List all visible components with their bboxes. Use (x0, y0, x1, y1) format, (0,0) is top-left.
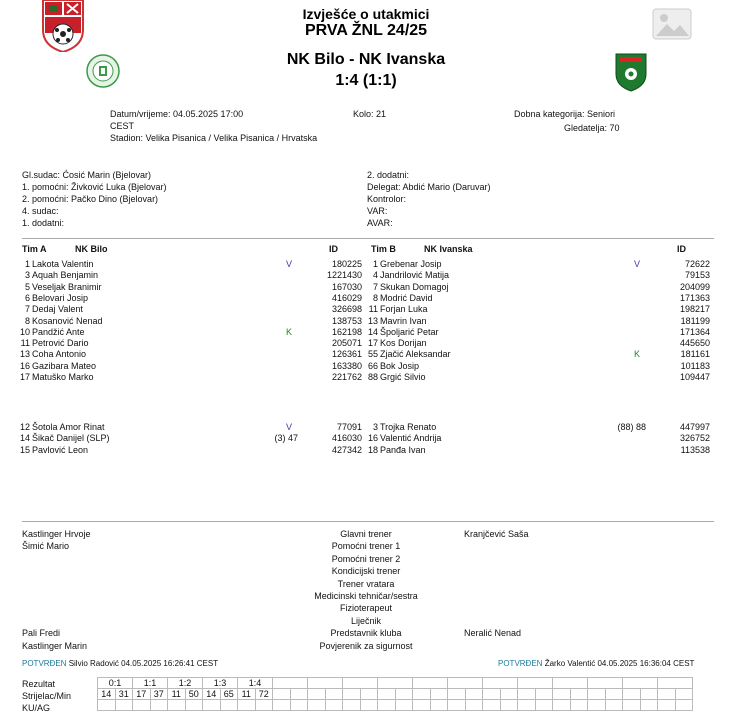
player-id: 416030 (331, 433, 362, 444)
player-name: Grebenar Josip (380, 259, 442, 269)
player-name: Špoljarić Petar (380, 326, 439, 337)
result-cell (413, 678, 448, 689)
result-cell (273, 678, 308, 689)
staff-home: Pali Fredi (22, 628, 61, 639)
scorer-cell (658, 689, 676, 700)
player-name: Pandžić Ante (32, 326, 85, 337)
player-name: Zjačić Aleksandar (380, 349, 451, 360)
player-name: Grgić Silvio (380, 372, 426, 382)
divider (22, 521, 714, 522)
match-score: 1:4 (1:1) (335, 72, 397, 89)
staff-home: Kastlinger Marin (22, 640, 88, 651)
player-id: 326752 (679, 433, 710, 444)
player-name: Šikač Danijel (SLP) (32, 433, 110, 444)
player-number: 8 (24, 315, 30, 326)
ku-ag-cell (553, 700, 571, 711)
age-category: Dobna kategorija: Seniori (514, 109, 616, 119)
player-id: 221762 (331, 372, 362, 382)
team-a-id-header: ID (329, 244, 338, 254)
staff-role: Pomoćni trener 1 (331, 541, 401, 552)
player-mark: K (634, 349, 641, 360)
scorer-cell (465, 689, 483, 700)
player-id: 181161 (680, 349, 710, 360)
match-timezone: CEST (110, 121, 135, 131)
player-name: Trojka Renato (380, 422, 437, 432)
result-cell: 1:4 (238, 678, 273, 689)
ku-ag-cell (535, 700, 553, 711)
player-id: 445650 (679, 338, 710, 349)
player-number: 5 (24, 281, 30, 292)
player-number: 1 (372, 259, 378, 269)
player-id: 427342 (331, 444, 362, 455)
player-id: 171364 (679, 326, 710, 337)
player-number: 88 (367, 372, 378, 382)
result-cell (518, 678, 553, 689)
player-name: Coha Antonio (32, 349, 87, 360)
player-number: 11 (368, 304, 378, 315)
player-number: 7 (24, 304, 30, 315)
official-entry: 1. pomoćni: Živković Luka (Bjelovar) (22, 182, 167, 192)
ku-ag-cell (430, 700, 448, 711)
scorer-cell (605, 689, 623, 700)
ku-ag-cell (448, 700, 466, 711)
player-name: Matuško Marko (32, 372, 94, 382)
scorer-cell: 37 (150, 689, 168, 700)
ku-ag-cell (98, 700, 116, 711)
player-number: 14 (19, 433, 30, 444)
result-cell (448, 678, 483, 689)
player-name: Aquah Benjamin (32, 270, 99, 281)
scorer-cell (360, 689, 378, 700)
staff-home: Kastlinger Hrvoje (22, 529, 91, 539)
scorer-cell: 31 (115, 689, 133, 700)
score-table-row (98, 689, 693, 700)
player-number: 16 (367, 433, 378, 444)
official-entry: Kontrolor: (367, 194, 407, 204)
player-name: Forjan Luka (380, 304, 428, 315)
scorer-cell (343, 689, 361, 700)
player-mark: V (286, 422, 293, 432)
player-id: 101183 (680, 360, 710, 371)
result-label: Rezultat (22, 679, 56, 689)
player-number: 3 (372, 422, 378, 432)
player-number: 13 (19, 349, 30, 360)
player-name: Pavlović Leon (32, 444, 89, 455)
scorer-cell (535, 689, 553, 700)
player-number: 13 (367, 315, 378, 326)
confirmation-text: Žarko Valentić 04.05.2025 16:36:04 CEST (544, 659, 695, 668)
ku-ag-cell (255, 700, 273, 711)
staff-role: Povjerenik za sigurnost (319, 640, 413, 651)
staff-role: Fizioterapeut (339, 603, 393, 614)
player-id: 163380 (331, 360, 362, 371)
player-number: 10 (19, 326, 30, 337)
player-number: 1 (24, 259, 30, 269)
ku-ag-cell (308, 700, 326, 711)
scorer-cell: 11 (238, 689, 256, 700)
player-mark: V (634, 259, 641, 269)
result-cell (623, 678, 658, 689)
scorer-cell (588, 689, 606, 700)
scorer-cell (325, 689, 343, 700)
score-table-row (98, 700, 693, 711)
ku-ag-cell (605, 700, 623, 711)
result-cell: 1:3 (203, 678, 238, 689)
scorer-cell: 11 (168, 689, 186, 700)
result-cell (343, 678, 378, 689)
scorer-cell (483, 689, 501, 700)
staff-role: Glavni trener (340, 529, 392, 539)
staff-role: Trener vratara (337, 578, 395, 589)
player-number: 16 (19, 360, 30, 371)
staff-role: Pomoćni trener 2 (331, 553, 401, 564)
ku-ag-cell (658, 700, 676, 711)
ku-ag-cell (325, 700, 343, 711)
player-number: 7 (372, 281, 378, 292)
confirmation-left (22, 659, 218, 668)
player-id: 205071 (331, 338, 362, 349)
player-name: Veseljak Branimir (32, 281, 102, 292)
player-sub-info: (3) 47 (274, 433, 298, 444)
player-id: 162198 (331, 326, 362, 337)
staff-role: Medicinski tehničar/sestra (314, 591, 418, 601)
ku-ag-cell (413, 700, 431, 711)
ku-ag-cell (360, 700, 378, 711)
player-name: Jandrilović Matija (380, 270, 450, 281)
player-number: 66 (367, 360, 378, 371)
result-cell (588, 678, 623, 689)
staff-role: Kondicijski trener (331, 566, 401, 577)
result-cell (308, 678, 343, 689)
player-id: 181199 (680, 315, 710, 326)
confirmation-status: POTVRĐEN (498, 659, 543, 668)
scorer-cell: 65 (220, 689, 238, 700)
match-datetime: Datum/vrijeme: 04.05.2025 17:00 (110, 109, 244, 119)
player-id: 447997 (679, 422, 710, 432)
official-entry: 2. dodatni: (367, 170, 410, 180)
scorer-cell (640, 689, 658, 700)
result-cell: 1:1 (133, 678, 168, 689)
player-number: 15 (19, 444, 30, 455)
ku-ag-cell (518, 700, 536, 711)
confirmation-status: POTVRĐEN (22, 659, 67, 668)
player-id: 416029 (331, 292, 362, 303)
player-name: Valentić Andrija (380, 433, 442, 444)
player-name: Petrović Dario (32, 338, 89, 349)
result-cell (483, 678, 518, 689)
scorer-cell: 14 (98, 689, 116, 700)
player-id: 113538 (680, 444, 710, 455)
player-name: Gazibara Mateo (32, 360, 97, 371)
ku-ag-cell (640, 700, 658, 711)
match-round: Kolo: 21 (353, 109, 387, 119)
match-title: NK Bilo - NK Ivanska (286, 51, 446, 68)
scorer-cell (308, 689, 326, 700)
player-id: 167030 (331, 281, 362, 292)
ku-ag-cell (500, 700, 518, 711)
confirmation-text: Silvio Radović 04.05.2025 16:26:41 CEST (68, 659, 219, 668)
report-title: Izvješće o utakmici (302, 6, 430, 22)
official-entry: VAR: (367, 206, 388, 216)
official-entry: AVAR: (367, 218, 393, 228)
player-id: 180225 (331, 259, 362, 269)
team-b-id-header: ID (677, 244, 686, 254)
ku-ag-cell (238, 700, 256, 711)
scorer-cell: 50 (185, 689, 203, 700)
scorer-cell: 17 (133, 689, 151, 700)
scorer-cell (395, 689, 413, 700)
ku-ag-cell (623, 700, 641, 711)
ku-ag-cell (290, 700, 308, 711)
scorer-cell (570, 689, 588, 700)
player-id: 126361 (331, 349, 362, 360)
player-number: 17 (19, 372, 30, 382)
player-id: 1221430 (326, 270, 362, 281)
player-number: 55 (367, 349, 378, 360)
scorer-cell (378, 689, 396, 700)
ku-ag-cell (465, 700, 483, 711)
player-name: Dedaj Valent (32, 304, 83, 315)
staff-away: Neralić Nenad (464, 628, 522, 639)
staff-away: Kranjčević Saša (464, 529, 529, 539)
spectators: Gledatelja: 70 (564, 123, 620, 133)
staff-role: Liječnik (350, 615, 381, 626)
player-id: 72622 (684, 259, 710, 269)
team-b-label: Tim B (371, 244, 396, 254)
ku-ag-cell (150, 700, 168, 711)
player-id: 77091 (336, 422, 362, 432)
scorer-cell (500, 689, 518, 700)
player-sub-info: (88) 88 (617, 422, 646, 432)
official-entry: Delegat: Abdić Mario (Daruvar) (367, 182, 491, 192)
player-number: 4 (372, 270, 378, 281)
player-number: 12 (19, 422, 30, 432)
scorer-cell (430, 689, 448, 700)
ku-ag-cell (185, 700, 203, 711)
result-cell: 1:2 (168, 678, 203, 689)
ku-ag-cell (588, 700, 606, 711)
ku-ag-cell (395, 700, 413, 711)
result-cell (378, 678, 413, 689)
ku-ag-cell (273, 700, 291, 711)
player-id: 204099 (679, 281, 710, 292)
ku-ag-cell (343, 700, 361, 711)
scorer-cell (413, 689, 431, 700)
player-name: Bok Josip (380, 360, 420, 371)
player-id: 171363 (679, 292, 710, 303)
ku-ag-cell (115, 700, 133, 711)
player-id: 79153 (684, 270, 710, 281)
player-number: 3 (24, 270, 30, 281)
ku-ag-cell (570, 700, 588, 711)
player-number: 14 (367, 326, 378, 337)
player-number: 8 (372, 292, 378, 303)
ku-ag-label: KU/AG (22, 703, 51, 713)
scorer-cell (553, 689, 571, 700)
result-cell (658, 678, 693, 689)
scorer-cell: 72 (255, 689, 273, 700)
official-entry: 4. sudac: (22, 206, 59, 216)
confirmation-right (498, 659, 694, 668)
match-stadium: Stadion: Velika Pisanica / Velika Pisanica / Hrvatska (110, 133, 318, 143)
team-a-name: NK Bilo (75, 244, 108, 254)
official-entry: 2. pomoćni: Pačko Dino (Bjelovar) (22, 194, 159, 204)
player-mark: V (286, 259, 293, 269)
result-cell: 0:1 (98, 678, 133, 689)
staff-home: Šimić Mario (22, 541, 70, 552)
scorer-label: Strijelac/Min (22, 691, 72, 701)
scorer-cell (448, 689, 466, 700)
divider (22, 238, 714, 239)
official-entry: 1. dodatni: (22, 218, 65, 228)
score-table (97, 677, 693, 711)
scorer-cell (518, 689, 536, 700)
scorer-cell (273, 689, 291, 700)
result-cell (553, 678, 588, 689)
ku-ag-cell (378, 700, 396, 711)
player-name: Skukan Domagoj (380, 281, 449, 292)
player-number: 6 (24, 292, 30, 303)
player-id: 326698 (331, 304, 362, 315)
player-name: Panđa Ivan (380, 444, 426, 455)
competition-title: PRVA ŽNL 24/25 (304, 22, 428, 39)
player-name: Belovari Josip (32, 292, 89, 303)
player-number: 11 (20, 338, 30, 349)
ku-ag-cell (675, 700, 693, 711)
ku-ag-cell (168, 700, 186, 711)
score-table-row (98, 678, 693, 689)
ku-ag-cell (483, 700, 501, 711)
player-name: Šotola Amor Rinat (32, 422, 105, 432)
ku-ag-cell (203, 700, 221, 711)
player-name: Modrić David (380, 292, 433, 303)
player-name: Kos Dorijan (380, 338, 427, 349)
player-number: 17 (367, 338, 378, 349)
player-id: 138753 (331, 315, 362, 326)
official-entry: Gl.sudac: Ćosić Marin (Bjelovar) (22, 170, 152, 180)
player-number: 18 (367, 444, 378, 455)
staff-role: Predstavnik kluba (330, 628, 402, 639)
ku-ag-cell (133, 700, 151, 711)
team-b-name: NK Ivanska (424, 244, 473, 254)
scorer-cell (623, 689, 641, 700)
scorer-cell: 14 (203, 689, 221, 700)
player-id: 198217 (679, 304, 710, 315)
ku-ag-cell (220, 700, 238, 711)
player-name: Kosanović Nenad (32, 315, 103, 326)
scorer-cell (675, 689, 693, 700)
player-name: Lakota Valentin (32, 259, 94, 269)
player-id: 109447 (679, 372, 710, 382)
player-mark: K (286, 326, 293, 337)
scorer-cell (290, 689, 308, 700)
player-name: Mavrin Ivan (380, 315, 427, 326)
team-a-label: Tim A (22, 244, 47, 254)
